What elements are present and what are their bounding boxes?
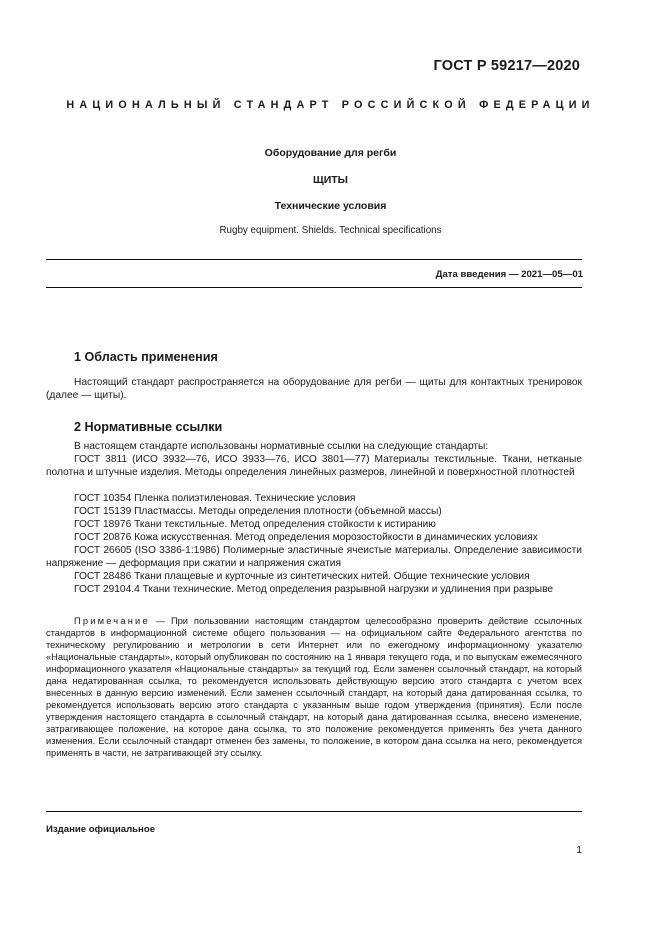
title-english: Rugby equipment. Shields. Technical specifications — [219, 225, 442, 236]
reference-item: ГОСТ 26605 (ISO 3386-1:1986) Полимерные эластичные ячеистые материалы. Определение зависимости напряжение — деформация при сжатии и напряжения сжатия — [46, 545, 582, 569]
title-object: ЩИТЫ — [313, 174, 348, 186]
title-type: Технические условия — [274, 200, 387, 212]
page-number: 1 — [576, 845, 582, 856]
note-text: — При пользовании настоящим стандартом целесообразно проверить действие ссылочных стандартов в информационной системе общего пользования — на официальном сайте Федерального агентства по техническому регулированию и метрологии в сети Интернет или по ежегодному информационному указателю «Национальные стандарты», который опубликован по состоянию на 1 января текущего года, и по выпускам ежемесячного информационного указателя «Национальные стандарты» за текущий год. Если заменен ссылочный стандарт, на который дана недатированная ссылка, то рекомендуется использовать действующую версию этого стандарта с учетом всех внесенных в данную версию изменений. Если заменен ссылочный стандарт, на который дана датированная ссылка, то рекомендуется использовать версию этого стандарта с указанным выше годом утверждения (принятия). Если после утверждения настоящего стандарта в ссылочный стандарт, на который дана датированная ссылка, внесено изменение, затрагивающее положение, на которое дана ссылка, то это положение рекомендуется применять без учета данного изменения. Если ссылочный стандарт отменен без замены, то положение, в котором дана ссылка на него, рекомендуется применять в части, не затрагивающей эту ссылку. — [46, 616, 582, 758]
title-divider-bottom — [46, 287, 582, 288]
section-heading-scope: 1 Область применения — [74, 350, 218, 364]
title-divider-top — [46, 259, 582, 260]
references-note — [46, 615, 582, 759]
reference-item: ГОСТ 3811 (ИСО 3932—76, ИСО 3933—76, ИСО 3801—77) Материалы текстильные. Ткани, нетканые полотна и штучные изделия. Методы определения линейных размеров, линейной и поверхностной плотностей — [46, 454, 582, 478]
reference-item: ГОСТ 20876 Кожа искусственная. Метод определения морозостойкости в динамических условиях — [74, 532, 538, 543]
references-intro: В настоящем стандарте использованы нормативные ссылки на следующие стандарты: — [74, 441, 489, 452]
section-heading-references: 2 Нормативные ссылки — [74, 420, 223, 434]
reference-item: ГОСТ 29104.4 Ткани технические. Метод определения разрывной нагрузки и удлинения при разрыве — [74, 584, 554, 595]
scope-paragraph: Настоящий стандарт распространяется на оборудование для регби — щиты для контактных тренировок (далее — щиты). — [46, 377, 582, 401]
national-standard-banner: НАЦИОНАЛЬНЫЙ СТАНДАРТ РОССИЙСКОЙ ФЕДЕРАЦИИ — [66, 99, 595, 111]
footer-divider — [46, 811, 582, 812]
official-edition-label: Издание официальное — [46, 824, 156, 835]
reference-item: ГОСТ 18976 Ткани текстильные. Метод определения стойкости к истиранию — [74, 519, 436, 530]
reference-item: ГОСТ 28486 Ткани плащевые и курточные из синтетических нитей. Общие технические условия — [74, 571, 530, 582]
effective-date: Дата введения — 2021—05—01 — [435, 269, 583, 280]
reference-item: ГОСТ 15139 Пластмассы. Методы определения плотности (объемной массы) — [74, 506, 442, 517]
title-subject: Оборудование для регби — [264, 147, 397, 159]
reference-item: ГОСТ 10354 Пленка полиэтиленовая. Технические условия — [74, 493, 356, 504]
document-number: ГОСТ Р 59217—2020 — [433, 58, 580, 74]
note-label: Примечание — [74, 616, 150, 626]
